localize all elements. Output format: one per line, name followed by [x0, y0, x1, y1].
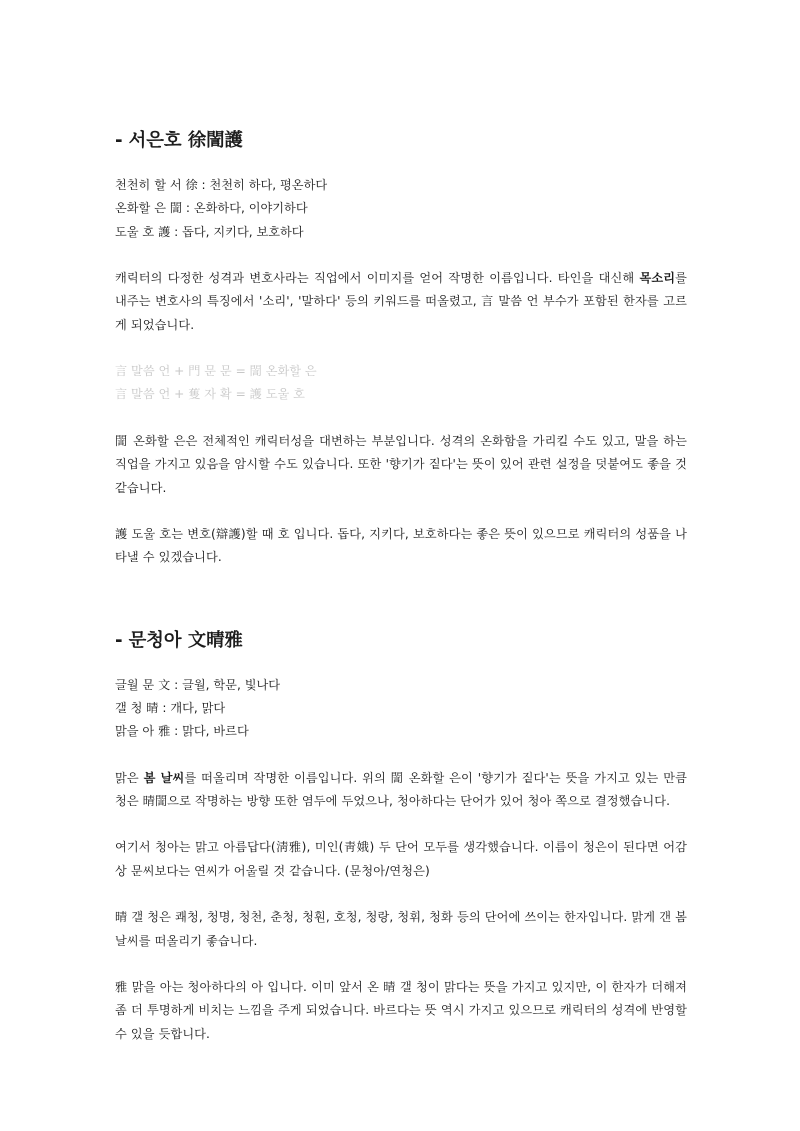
- intro-text: 를 내주는 변호사의 특징에서 '소리', '말하다' 등의 키워드를 떠올렸고, 言 말씀 언 부수가 포함된 한자를 고르게 되었습니다.: [115, 270, 687, 332]
- character-meaning-line: 천천히 할 서 徐 : 천천히 하다, 평온하다: [115, 178, 328, 192]
- heading-dash: -: [115, 629, 123, 651]
- explanation-paragraph: 여기서 청아는 맑고 아름답다(淸雅), 미인(靑娥) 두 단어 모두를 생각했습니다. 이름이 청은이 된다면 어감상 문씨보다는 연씨가 어울릴 것 같습니다. (문청아/연청은): [115, 840, 687, 878]
- document-body: [115, 128, 687, 1046]
- character-meaning-list: [115, 174, 687, 244]
- radical-formula-line: 言 말씀 언 + 門 문 문 = 誾 온화할 은: [115, 364, 317, 379]
- intro-emphasis: 봄 날씨: [143, 770, 185, 785]
- section-title: 서은호 徐誾護: [128, 130, 243, 151]
- explanation-paragraph: 誾 온화할 은은 전체적인 캐릭터성을 대변하는 부분입니다. 성격의 온화함을 가리킬 수도 있고, 말을 하는 직업을 가지고 있음을 암시할 수도 있습니다. 또한 '향기가 짙다'는 뜻이 있어 관련 설정을 덧붙여도 좋을 것 같습니다.: [115, 433, 687, 495]
- character-meaning-line: 맑을 아 雅 : 맑다, 바르다: [115, 724, 249, 739]
- intro-paragraph: [115, 767, 687, 814]
- heading-dash: -: [115, 130, 123, 151]
- intro-paragraph: [115, 267, 687, 337]
- section-title: 문청아 文晴雅: [128, 629, 243, 651]
- intro-text: 맑은: [115, 770, 144, 785]
- character-meaning-line: 온화할 은 誾 : 온화하다, 이야기하다: [115, 201, 308, 216]
- section-heading-seo-eunho: [115, 128, 687, 154]
- intro-text: 를 떠올리며 작명한 이름입니다. 위의 誾 온화할 은이 '향기가 짙다'는 뜻을 가지고 있는 만큼 청은 晴誾으로 작명하는 방향 또한 염두에 두었으나, 청아하다는 단어가 있어 청아 쪽으로 결정했습니다.: [115, 770, 687, 809]
- section-heading-mun-cheonga: [115, 628, 687, 654]
- intro-emphasis: 목소리: [639, 270, 676, 285]
- explanation-paragraph: 雅 맑을 아는 청아하다의 아 입니다. 이미 앞서 온 晴 갤 청이 맑다는 뜻을 가지고 있지만, 이 한자가 더해져 좀 더 투명하게 비치는 느낌을 주게 되었습니다. 바르다는 뜻 역시 가지고 있으므로 캐릭터의 성격에 반영할 수 있을 듯합니다.: [115, 980, 687, 1041]
- radical-formula-list: [115, 360, 687, 407]
- explanation-paragraph: 護 도울 호는 변호(辯護)할 때 호 입니다. 돕다, 지키다, 보호하다는 좋은 뜻이 있으므로 캐릭터의 성품을 나타낼 수 있겠습니다.: [115, 526, 687, 565]
- character-meaning-line: 도울 호 護 : 돕다, 지키다, 보호하다: [115, 224, 304, 239]
- radical-formula-line: 言 말씀 언 + 蒦 자 확 = 護 도울 호: [115, 387, 305, 402]
- character-meaning-line: 글월 문 文 : 글월, 학문, 빛나다: [115, 677, 281, 692]
- intro-text: 캐릭터의 다정한 성격과 변호사라는 직업에서 이미지를 얻어 작명한 이름입니다. 타인을 대신해: [115, 270, 640, 285]
- character-meaning-list: [115, 674, 687, 744]
- explanation-paragraph: 晴 갤 청은 쾌청, 청명, 청천, 춘청, 청훤, 호청, 청랑, 청휘, 청화 등의 단어에 쓰이는 한자입니다. 맑게 갠 봄 날씨를 떠올리기 좋습니다.: [115, 910, 687, 948]
- character-meaning-line: 갤 청 晴 : 개다, 맑다: [115, 701, 226, 716]
